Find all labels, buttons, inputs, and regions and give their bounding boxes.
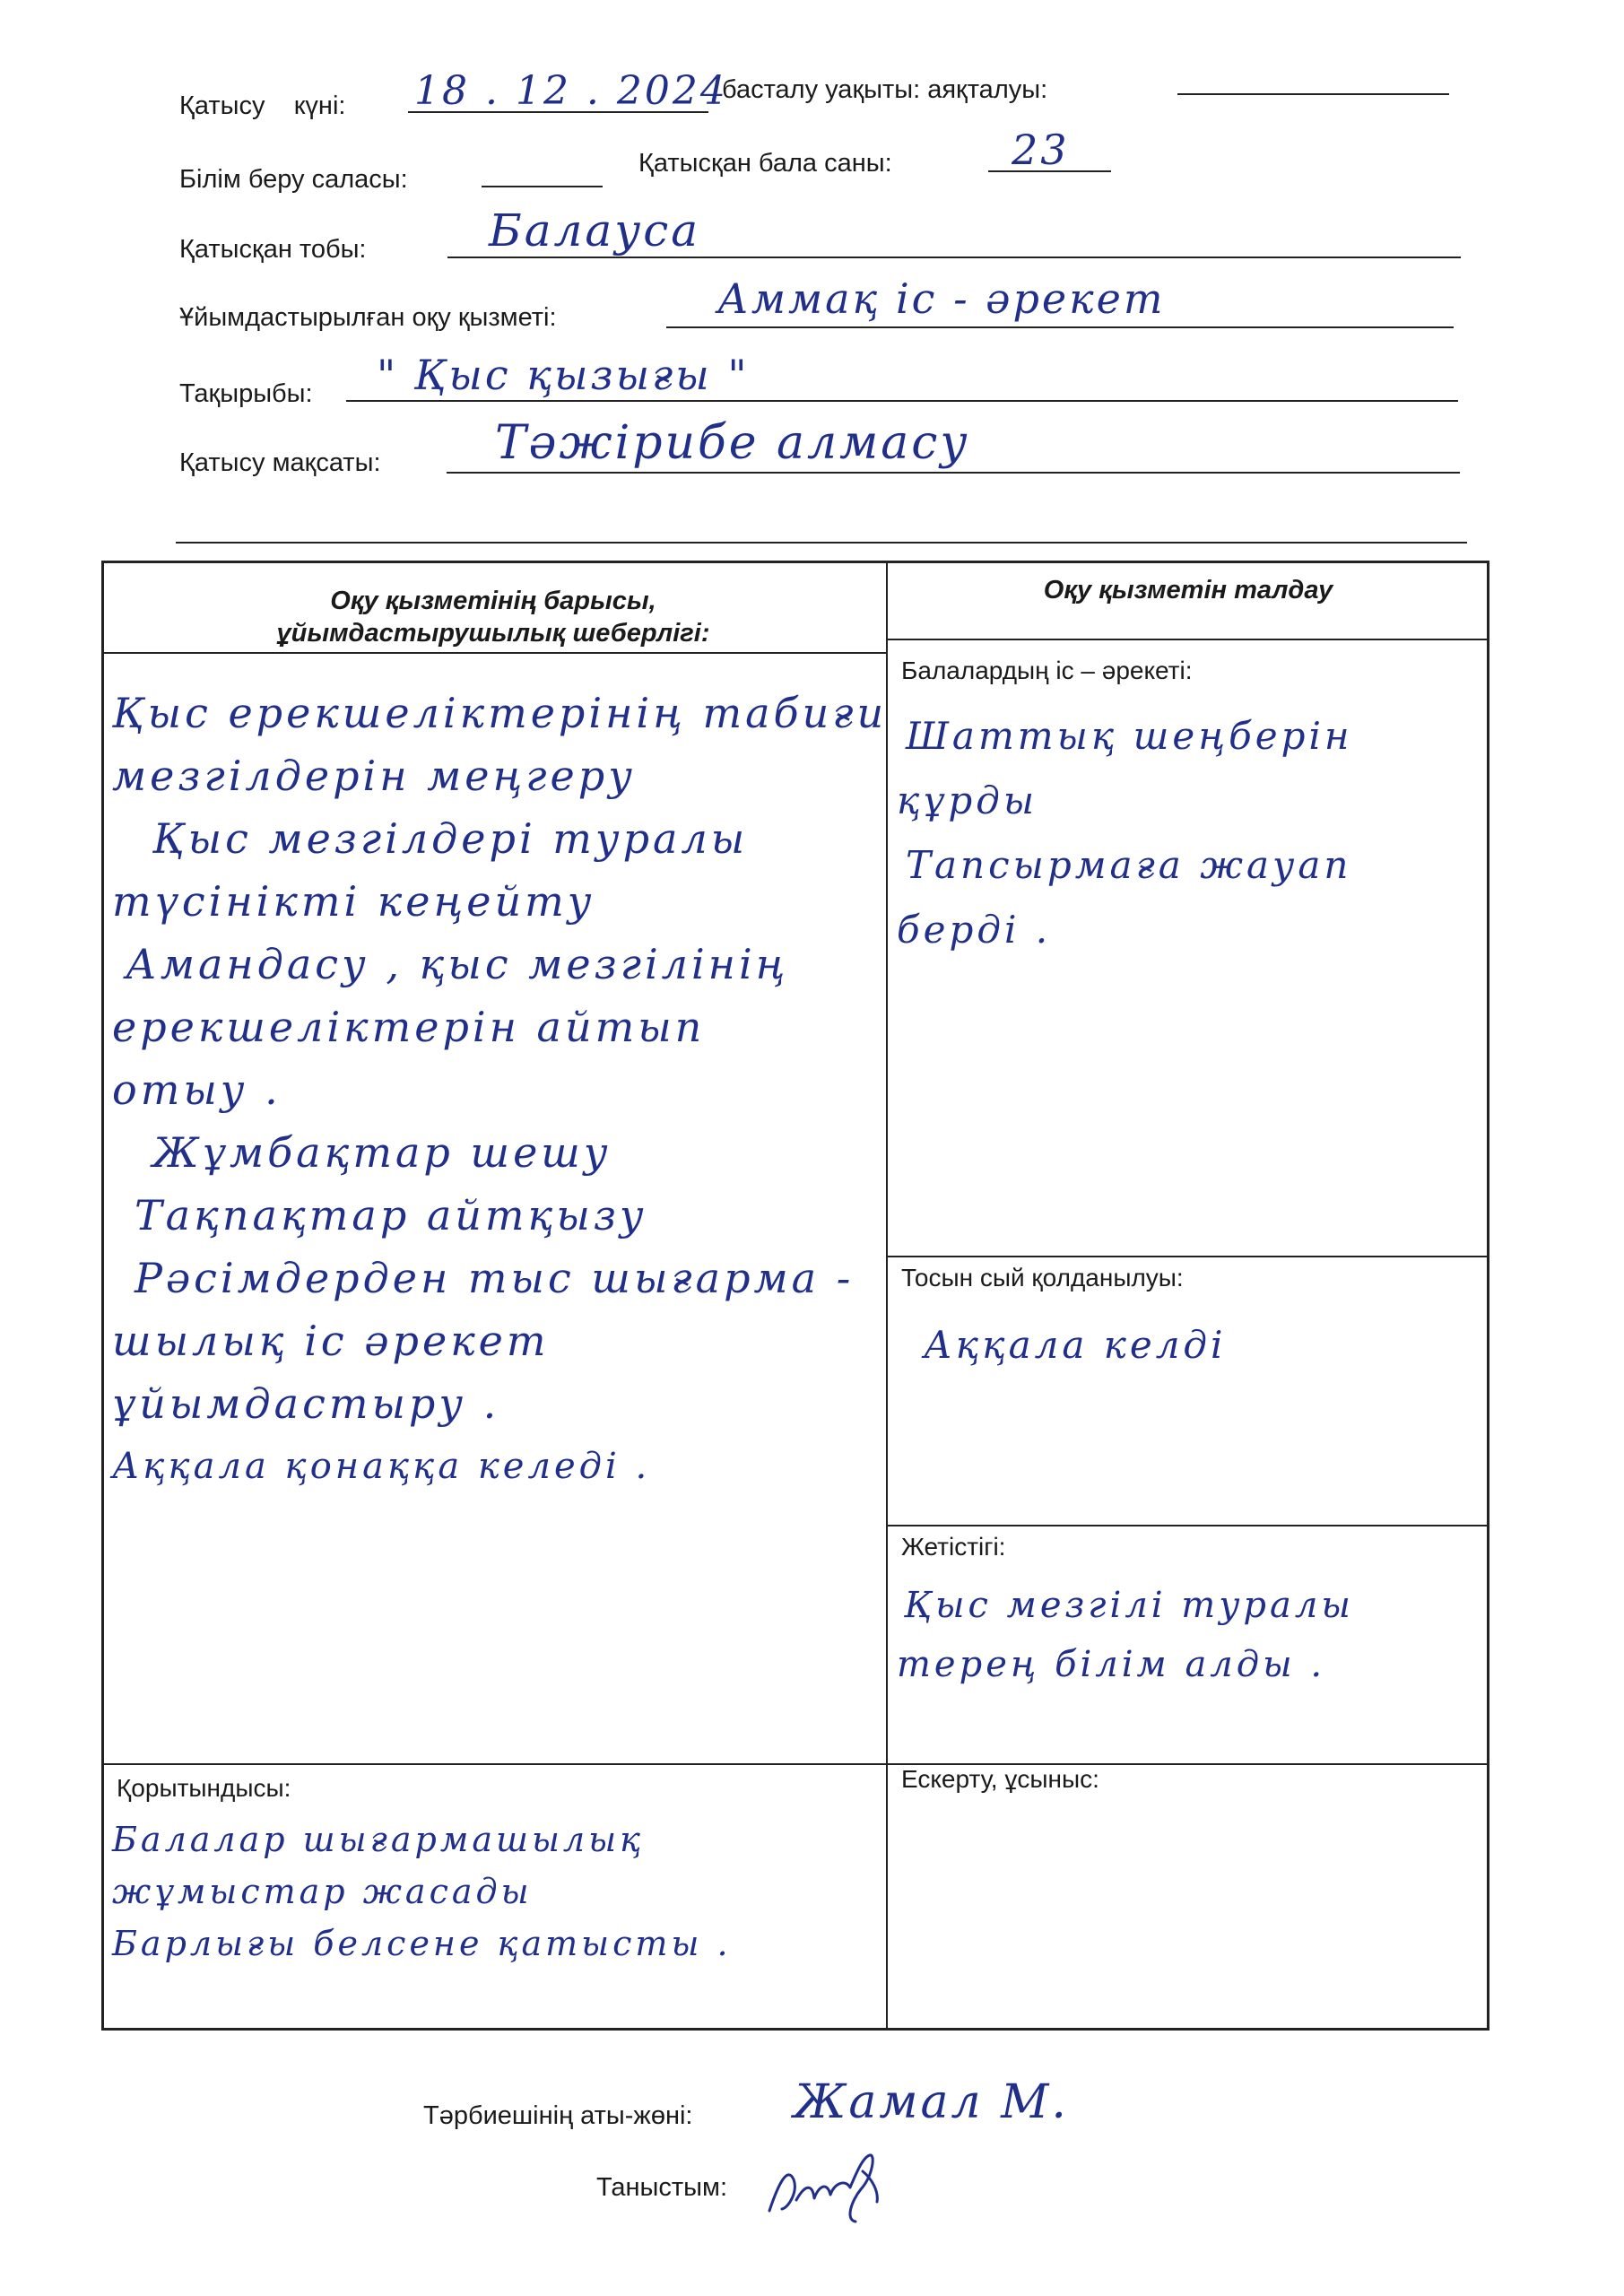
- field-line: [482, 186, 603, 187]
- field-label: Білім беру саласы:: [179, 165, 408, 194]
- progress-line: ұйымдастыру .: [112, 1379, 500, 1428]
- left-header-divider: [104, 652, 886, 654]
- date-label: Қатысу күні:: [179, 91, 346, 120]
- children-count-label: Қатысқан бала саны:: [638, 149, 892, 178]
- topic-value: " Қыс қызығы ": [377, 351, 750, 399]
- progress-line: Қыс ерекшеліктерінің табиғи: [112, 689, 888, 737]
- purpose-line: [447, 472, 1460, 474]
- achievement-line: терең білім алды .: [897, 1644, 1326, 1685]
- progress-notes: [112, 682, 887, 1498]
- surprise-label: Тосын сый қолданылуы:: [901, 1264, 1184, 1292]
- acknowledged-label: Таныстым:: [596, 2173, 728, 2202]
- achievement-line: Қыс мезгілі туралы: [904, 1585, 1354, 1626]
- conclusion-line: Балалар шығармашылық: [112, 1820, 645, 1859]
- progress-line: Амандасу , қыс мезгілінің: [126, 940, 789, 988]
- conclusion-line: жұмыстар жасады: [112, 1872, 533, 1911]
- progress-line: Аққала қонаққа келеді .: [112, 1446, 651, 1487]
- children-activity-notes: [897, 704, 1353, 962]
- surprise-divider: [886, 1256, 1487, 1257]
- progress-line: Рәсімдерден тыс шығарма -: [135, 1254, 855, 1302]
- topic-line: [346, 400, 1458, 402]
- children-activity-line: Тапсырмаға жауап: [906, 843, 1352, 887]
- activity-value: Аммақ іс - әрекет: [717, 274, 1166, 323]
- progress-line: отыу .: [112, 1065, 282, 1114]
- children-count-value: 23: [1012, 126, 1070, 174]
- progress-line: шылық іс әрекет: [112, 1317, 550, 1365]
- right-header-divider: [886, 639, 1487, 640]
- end-time-line: [1177, 93, 1449, 95]
- progress-line: ерекшеліктерін айтып: [112, 1003, 706, 1051]
- children-activity-line: құрды: [897, 778, 1038, 822]
- date-value: 18 . 12 . 2024: [414, 68, 728, 114]
- extra-line: [176, 542, 1467, 544]
- teacher-label: Тәрбиешінің аты-жөні:: [423, 2101, 693, 2130]
- group-label: Қатысқан тобы:: [179, 235, 367, 264]
- group-value: Балауса: [489, 204, 701, 257]
- topic-label: Тақырыбы:: [179, 379, 313, 408]
- achievement-label: Жетістігі:: [901, 1533, 1006, 1561]
- conclusion-label: Қорытындысы:: [117, 1774, 291, 1802]
- acknowledgement-signature: [762, 2148, 897, 2229]
- surprise-line: Аққала келді: [924, 1323, 1227, 1367]
- children-activity-line: Шаттық шеңберін: [906, 714, 1353, 758]
- left-column-header: Оқу қызметінің барысы, ұйымдастырушылық шеберлігі:: [276, 587, 710, 648]
- activity-line: [666, 326, 1454, 328]
- conclusion-divider: [104, 1763, 1487, 1765]
- progress-line: мезгілдерін меңгеру: [112, 752, 636, 800]
- group-line: [447, 257, 1461, 258]
- children-activity-label: Балалардың іс – әрекеті:: [901, 657, 1193, 684]
- children-activity-line: берді .: [897, 908, 1052, 952]
- surprise-notes: [924, 1314, 1227, 1377]
- progress-line: Қыс мезгілдері туралы: [152, 814, 749, 863]
- achievement-divider: [886, 1525, 1487, 1526]
- progress-line: Жұмбақтар шешу: [152, 1128, 612, 1177]
- conclusion-line: Барлығы белсене қатысты .: [112, 1924, 732, 1963]
- achievement-notes: [897, 1576, 1354, 1694]
- progress-line: түсінікті кеңейту: [112, 877, 595, 926]
- remark-label: Ескерту, ұсыныс:: [901, 1765, 1099, 1793]
- purpose-value: Тәжірибе алмасу: [495, 416, 970, 470]
- conclusion-notes: [112, 1813, 732, 1970]
- start-end-label: басталу уақыты: аяқталуы:: [722, 75, 1048, 104]
- purpose-label: Қатысу мақсаты:: [179, 448, 381, 477]
- right-column-header: Оқу қызметін талдау: [1043, 576, 1333, 604]
- activity-label: Ұйымдастырылған оқу қызметі:: [179, 303, 557, 332]
- teacher-value: Жамал М.: [794, 2075, 1069, 2129]
- progress-line: Тақпақтар айтқызу: [135, 1191, 647, 1239]
